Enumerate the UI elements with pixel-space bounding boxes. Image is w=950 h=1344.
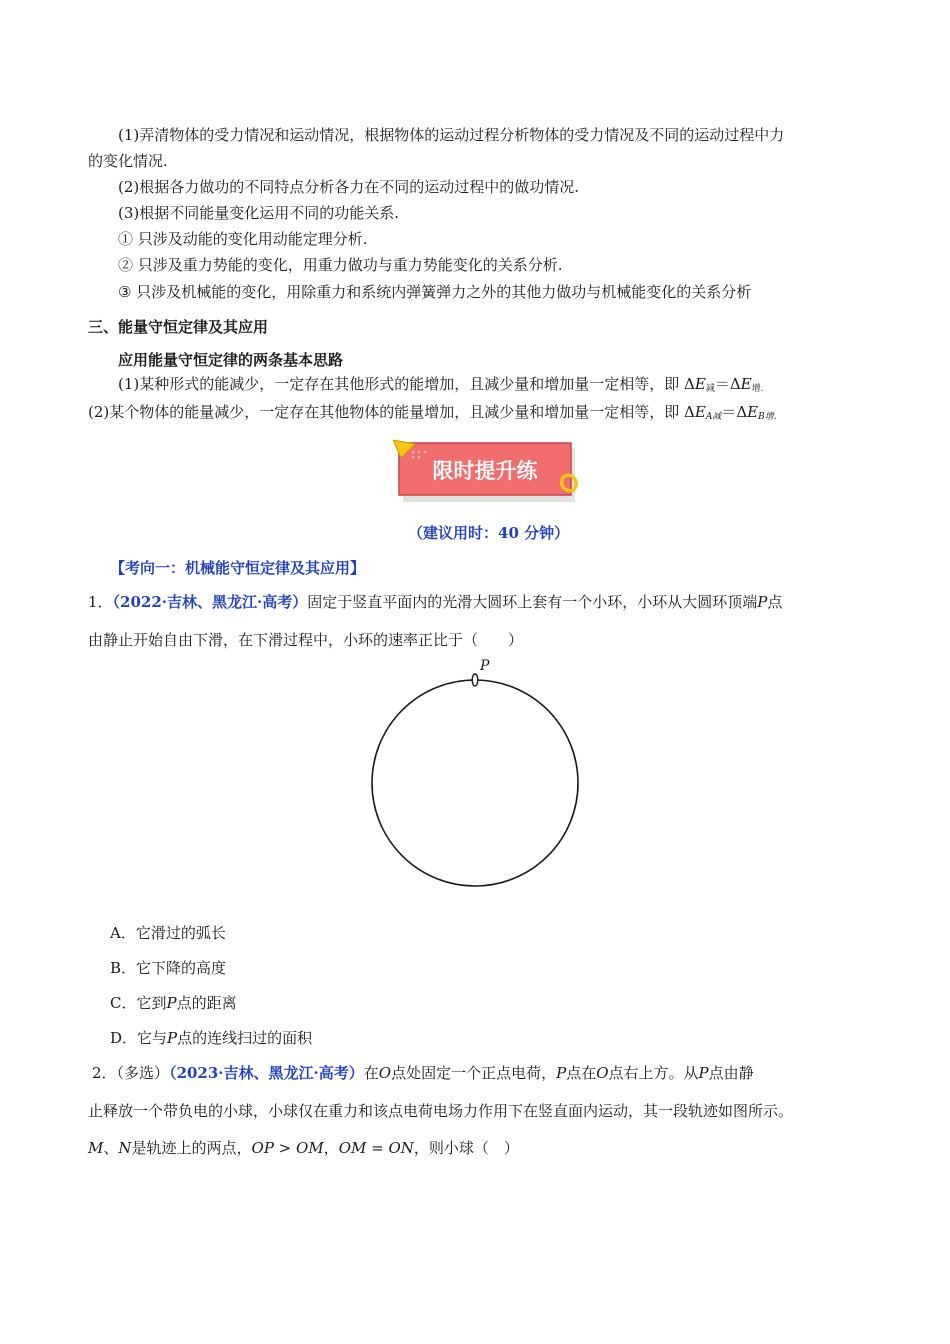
topic-heading: 【考向一：机械能守恒定律及其应用】 [110,559,366,577]
subheading: 应用能量守恒定律的两条基本思路 [118,351,344,369]
question-2-line-2: 止释放一个带负电的小球，小球仅在重力和该点电荷电场力作用下在竖直面内运动，其一段轨迹如图所示。 [88,1102,794,1120]
text-line: (2)根据各力做功的不同特点分析各力在不同的运动过程中的做功情况. [118,178,580,196]
text-line: (1)弄清物体的受力情况和运动情况，根据物体的运动过程分析物体的受力情况及不同的运动过程中力 [118,126,785,144]
question-2-line-1: 2．（多选）（2023·吉林、黑龙江·高考）在O点处固定一个正点电荷，P点在O点右上方。从P点由静 [92,1064,754,1082]
practice-banner [393,438,583,504]
small-ring [472,674,478,686]
big-ring [372,680,578,886]
choice-d[interactable]: D．它与P点的连线扫过的面积 [110,1029,313,1047]
choice-c[interactable]: C．它到P点的距离 [110,994,237,1012]
choice-a[interactable]: A．它滑过的弧长 [110,924,226,942]
banner-label: 限时提升练 [432,459,538,483]
text-line: (3)根据不同能量变化运用不同的功能关系. [118,204,400,222]
time-hint: （建议用时：40 分钟） [408,524,570,542]
text-line: (2)某个物体的能量减少，一定存在其他物体的能量增加，且减少量和增加量一定相等，即 $\Delta E_{A减}=\Delta E_{B增.}$ [88,403,777,422]
question-2-line-3: M、N是轨迹上的两点，OP > OM，OM = ON，则小球（ ） [88,1139,519,1157]
question-1-line-1: 1．（2022·吉林、黑龙江·高考）固定于竖直平面内的光滑大圆环上套有一个小环，小环从大圆环顶端P点 [88,593,783,611]
text-line: ③ 只涉及机械能的变化，用除重力和系统内弹簧弹力之外的其他力做功与机械能变化的关系分析 [118,283,752,301]
section-heading: 三、能量守恒定律及其应用 [88,318,269,336]
text-line: ② 只涉及重力势能的变化，用重力做功与重力势能变化的关系分析. [118,256,563,274]
point-p-label: P [480,658,490,674]
text-line: 的变化情况. [88,152,168,170]
choice-b[interactable]: B．它下降的高度 [110,959,227,977]
circle-figure [360,655,590,895]
text-line: (1)某种形式的能减少，一定存在其他形式的能增加，且减少量和增加量一定相等，即 $\Delta E_减=\Delta E_{增.}$ [118,375,764,394]
question-1-line-2: 由静止开始自由下滑，在下滑过程中，小环的速率正比于（ ） [88,631,524,649]
text-line: ① 只涉及动能的变化用动能定理分析. [118,230,368,248]
